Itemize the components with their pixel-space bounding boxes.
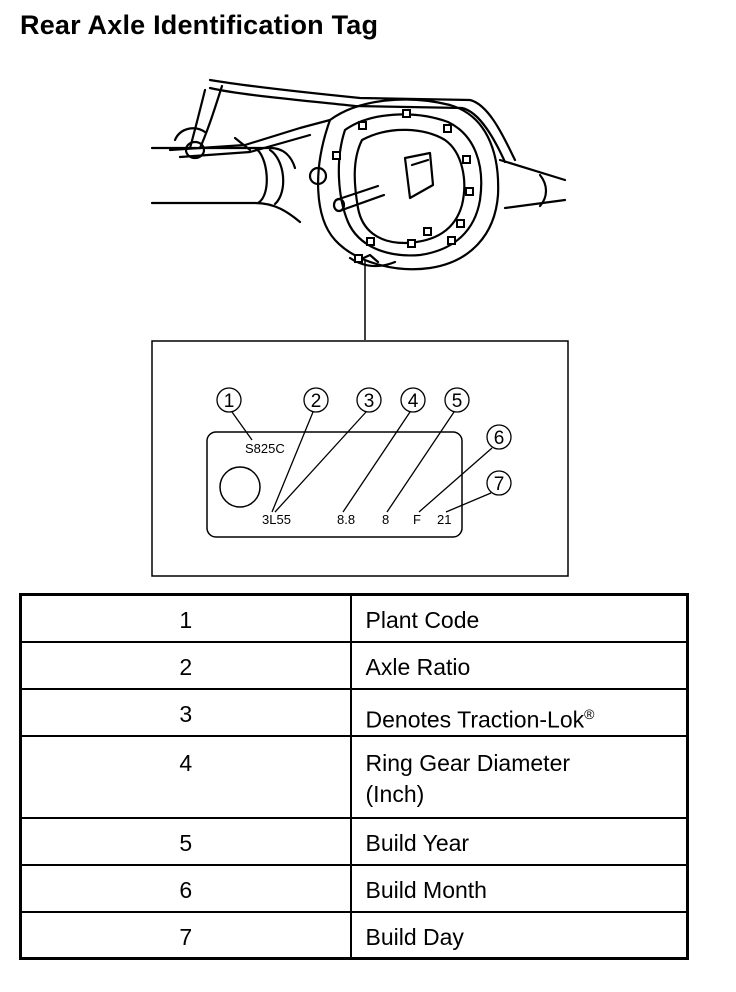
registered-mark: ® xyxy=(584,705,595,722)
callout-2-label: 2 xyxy=(310,391,322,412)
legend-description xyxy=(351,736,688,818)
legend-description: Plant Code xyxy=(351,595,688,642)
legend-number: 3 xyxy=(21,689,351,736)
legend-number: 6 xyxy=(21,865,351,912)
legend-description: Axle Ratio xyxy=(351,642,688,689)
legend-row xyxy=(21,689,688,736)
legend-row xyxy=(21,595,688,642)
legend-number: 1 xyxy=(21,595,351,642)
legend-row xyxy=(21,818,688,865)
callout-3-label: 3 xyxy=(363,391,375,412)
detail-box xyxy=(152,341,568,576)
legend-description-line2: (Inch) xyxy=(365,780,425,807)
legend-description: Build Month xyxy=(351,865,688,912)
tag-ring-gear: 8.8 xyxy=(337,512,356,527)
legend-number: 5 xyxy=(21,818,351,865)
legend-row xyxy=(21,736,688,818)
legend-number: 2 xyxy=(21,642,351,689)
legend-table xyxy=(19,593,689,960)
callout-leaders xyxy=(232,412,492,512)
cover-bolts xyxy=(333,110,473,262)
axle-drawing xyxy=(152,80,565,269)
legend-description: Build Day xyxy=(351,912,688,959)
callout-5-label: 5 xyxy=(451,391,463,412)
callout-6-label: 6 xyxy=(493,428,505,449)
legend-description: Build Year xyxy=(351,818,688,865)
tag-year: 8 xyxy=(382,512,390,527)
tag-rivet-hole xyxy=(220,467,260,507)
legend-row xyxy=(21,642,688,689)
tag-ratio-code: 3L55 xyxy=(262,512,291,527)
legend-description-text: Denotes Traction-Lok xyxy=(365,706,585,733)
callout-1-label: 1 xyxy=(223,391,235,412)
tag-month: F xyxy=(413,512,421,527)
callout-4-label: 4 xyxy=(407,391,419,412)
tag-day: 21 xyxy=(437,512,452,527)
legend-description-line1: Ring Gear Diameter xyxy=(365,749,571,776)
tag-plant-code: S825C xyxy=(245,441,285,456)
callout-7-label: 7 xyxy=(493,474,505,495)
legend-row xyxy=(21,912,688,959)
legend-row xyxy=(21,865,688,912)
legend-number: 4 xyxy=(21,736,351,818)
legend-number: 7 xyxy=(21,912,351,959)
legend-description xyxy=(351,689,688,736)
page-title: Rear Axle Identification Tag xyxy=(20,10,379,40)
